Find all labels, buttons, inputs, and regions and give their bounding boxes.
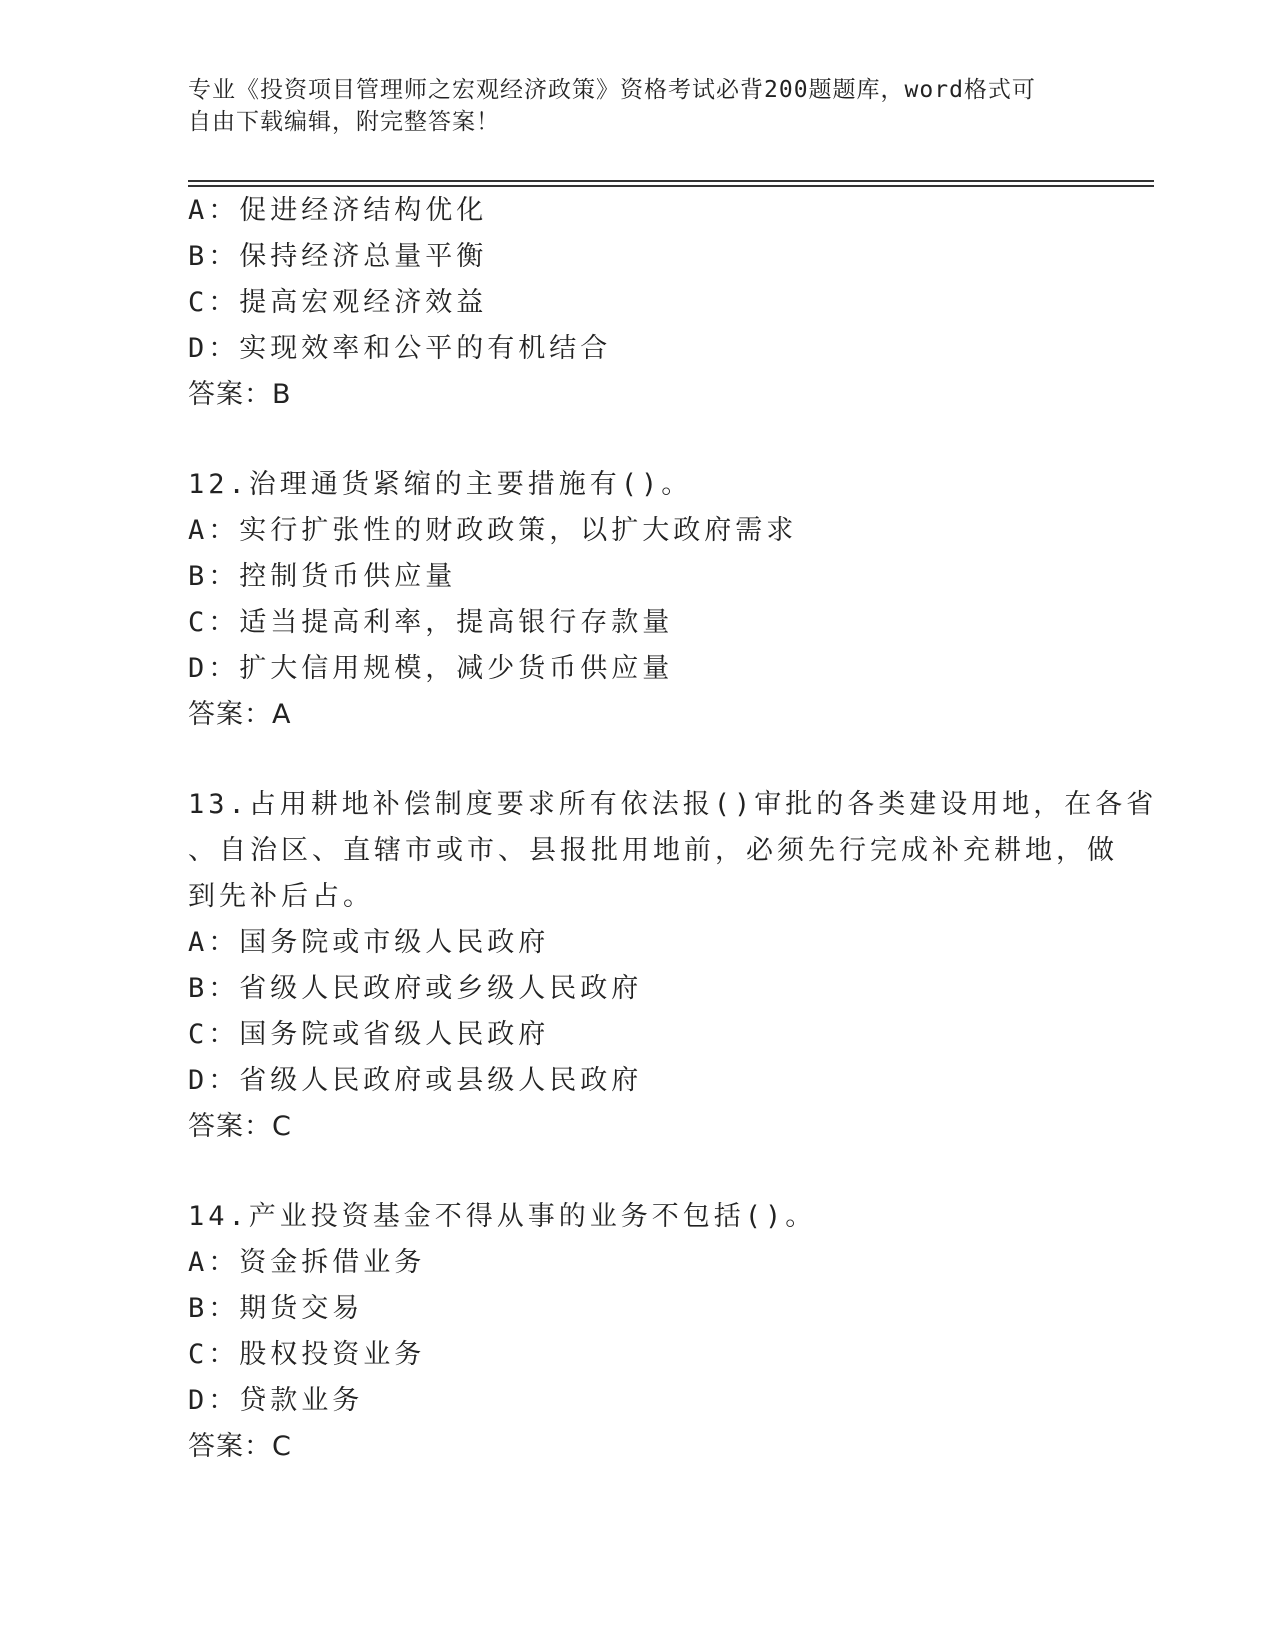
option-b: B：期货交易 — [188, 1293, 364, 1324]
option-d: D：实现效率和公平的有机结合 — [188, 333, 612, 364]
option-a: A：实行扩张性的财政政策，以扩大政府需求 — [188, 515, 798, 546]
document-header — [188, 74, 1068, 138]
option-b: B：省级人民政府或乡级人民政府 — [188, 973, 643, 1004]
option-a: A：促进经济结构优化 — [188, 195, 488, 226]
question-text-line-1: 13.占用耕地补偿制度要求所有依法报()审批的各类建设用地，在各省 — [188, 789, 1158, 820]
question-text: 14.产业投资基金不得从事的业务不包括()。 — [188, 1201, 817, 1232]
option-d: D：省级人民政府或县级人民政府 — [188, 1065, 643, 1096]
option-c: C：适当提高利率，提高银行存款量 — [188, 607, 674, 638]
answer-line: 答案：B — [188, 379, 292, 410]
spacer — [188, 1150, 1088, 1194]
option-a: A：国务院或市级人民政府 — [188, 927, 550, 958]
spacer — [188, 738, 1088, 782]
question-text-line-2: 、自治区、直辖市或市、县报批用地前，必须先行完成补充耕地，做 — [188, 835, 1118, 866]
header-divider-top — [188, 180, 1154, 182]
answer-line: 答案：A — [188, 699, 292, 730]
question-11 — [188, 188, 1088, 418]
header-divider-bottom — [188, 185, 1154, 187]
option-a: A：资金拆借业务 — [188, 1247, 426, 1278]
header-title-line-1: 专业《投资项目管理师之宏观经济政策》资格考试必背200题题库，word格式可 — [188, 77, 1036, 103]
answer-line: 答案：C — [188, 1431, 292, 1462]
option-d: D：贷款业务 — [188, 1385, 364, 1416]
option-c: C：国务院或省级人民政府 — [188, 1019, 550, 1050]
spacer — [188, 418, 1088, 462]
answer-line: 答案：C — [188, 1111, 292, 1142]
question-list — [188, 188, 1158, 1470]
question-14 — [188, 1194, 1088, 1470]
option-b: B：控制货币供应量 — [188, 561, 457, 592]
question-text-line-3: 到先补后占。 — [188, 881, 374, 912]
header-title-line-2: 自由下载编辑，附完整答案！ — [188, 109, 500, 135]
option-c: C：股权投资业务 — [188, 1339, 426, 1370]
question-13 — [188, 782, 1158, 1150]
option-d: D：扩大信用规模，减少货币供应量 — [188, 653, 674, 684]
option-b: B：保持经济总量平衡 — [188, 241, 488, 272]
question-12 — [188, 462, 1088, 738]
option-c: C：提高宏观经济效益 — [188, 287, 488, 318]
question-text: 12.治理通货紧缩的主要措施有()。 — [188, 469, 693, 500]
